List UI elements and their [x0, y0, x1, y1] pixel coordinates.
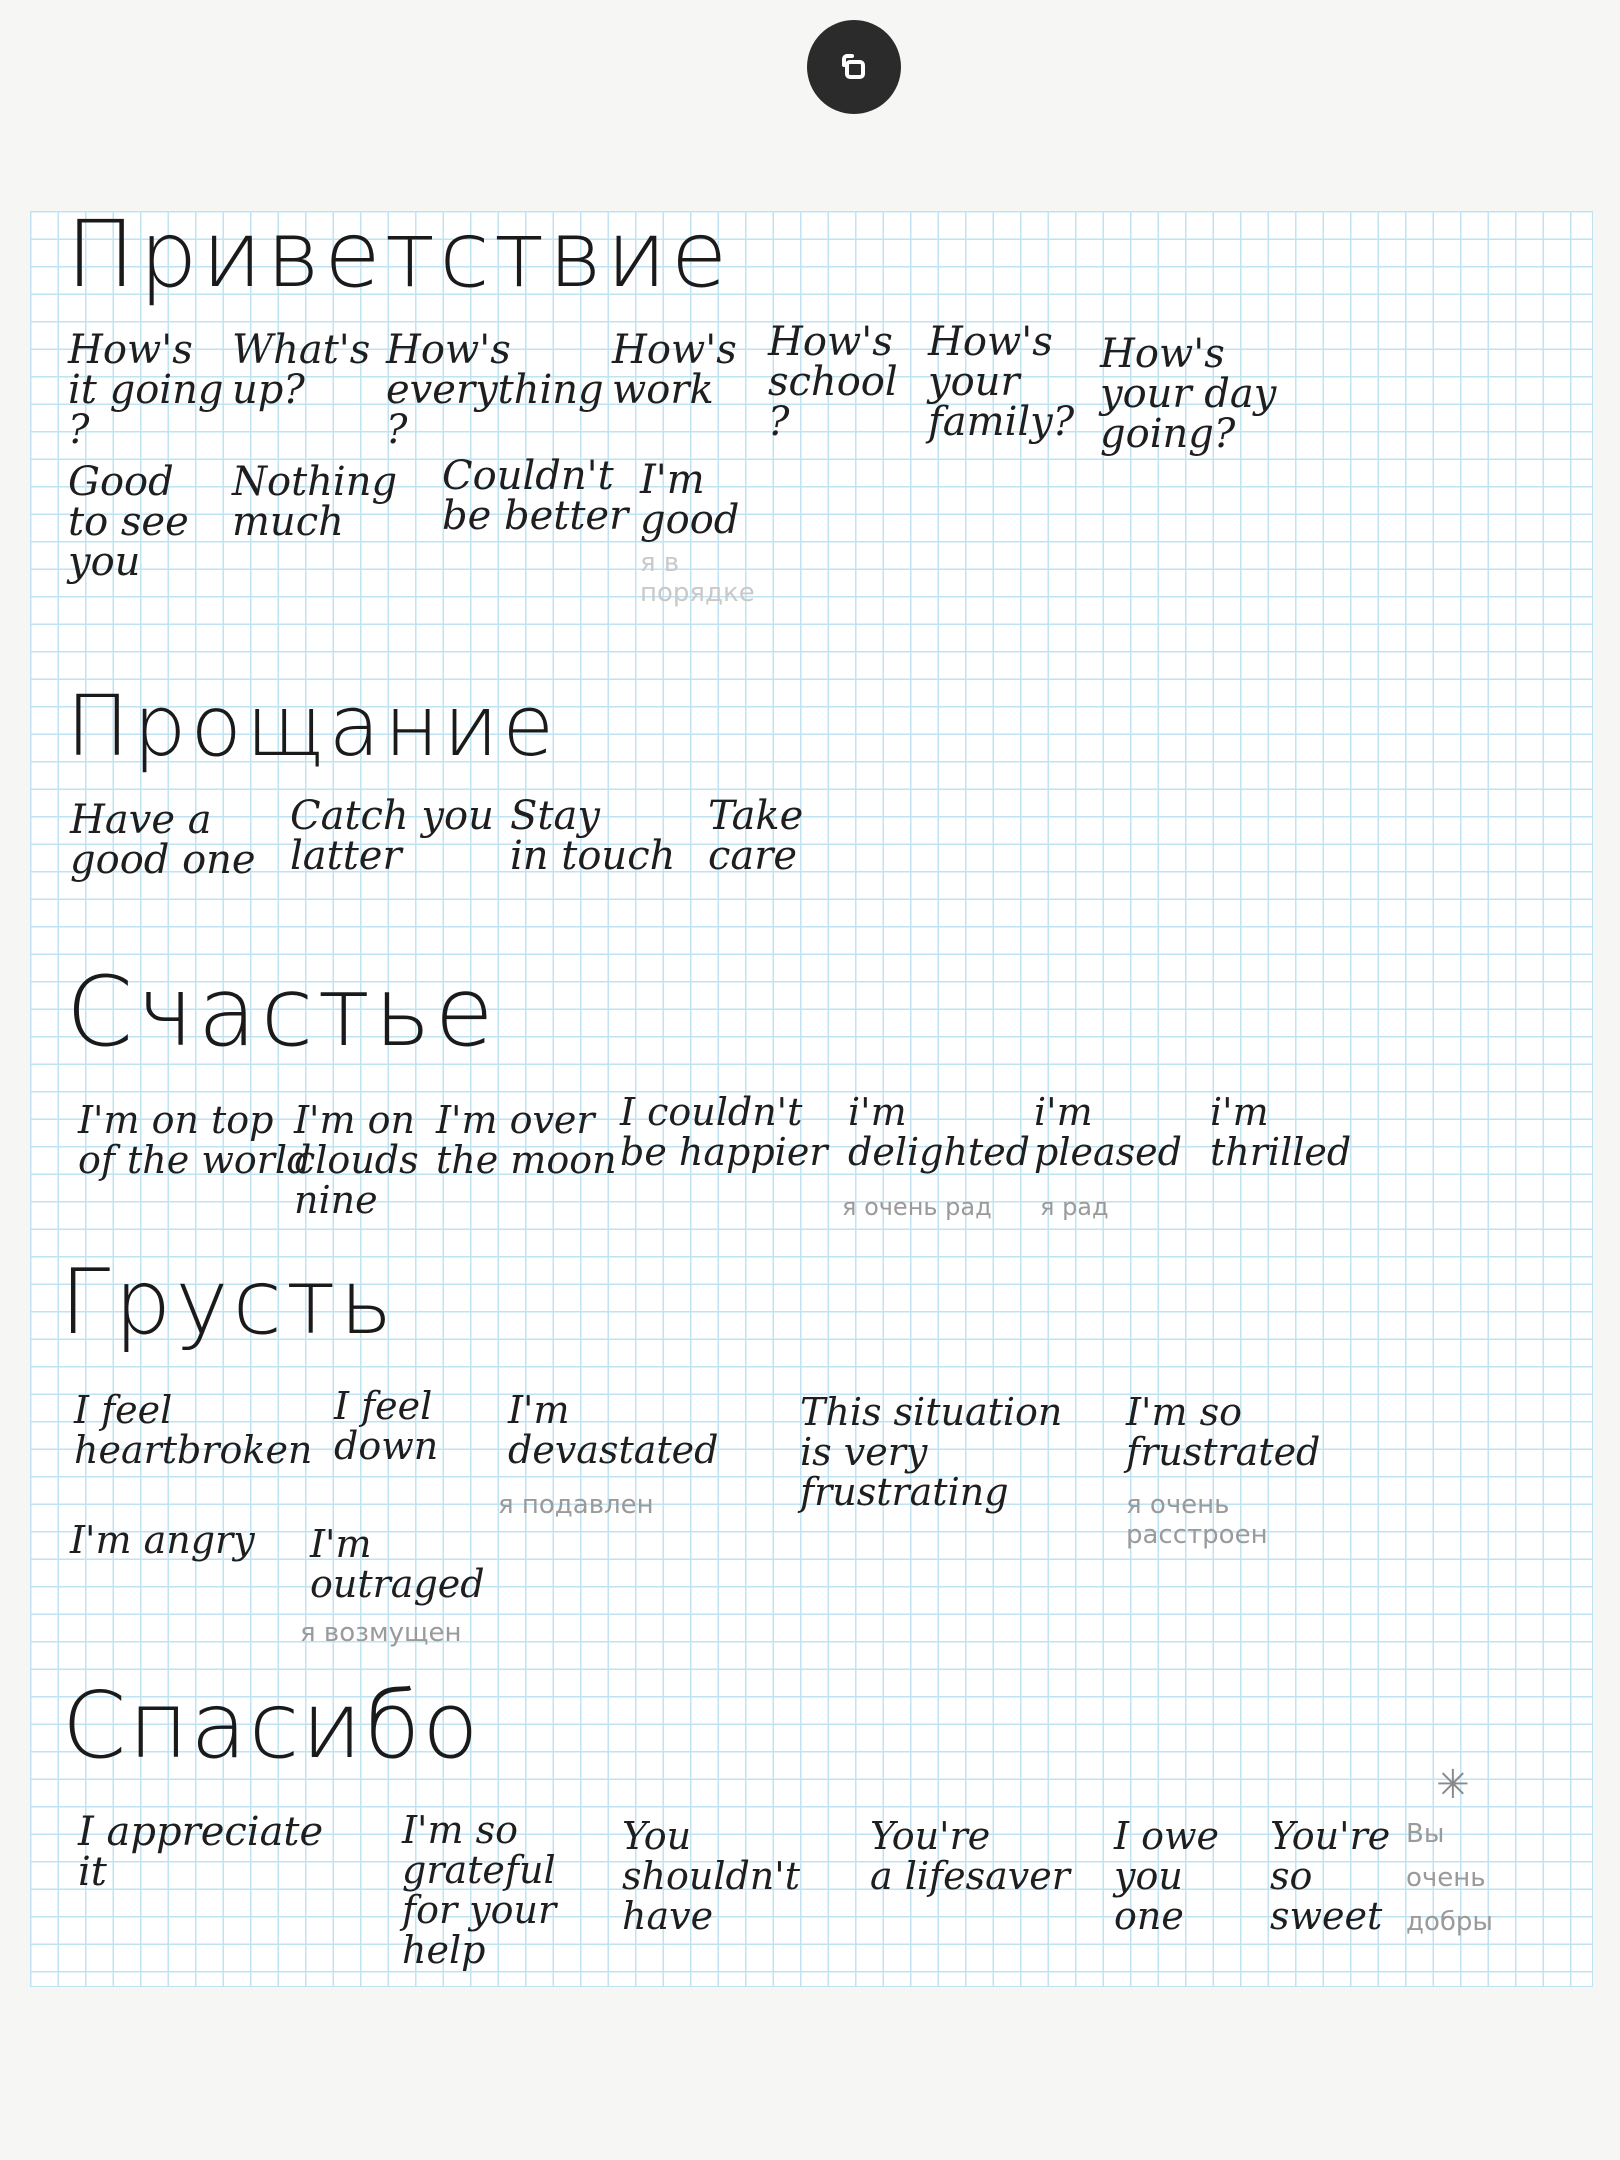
phrase-you-shouldnt-have: You shouldn't have	[622, 1814, 800, 1938]
phrase-im-delighted: i'm delighted	[848, 1090, 1031, 1174]
phrase-hows-work: How's work	[612, 327, 737, 413]
phrase-youre-a-lifesaver: You're a lifesaver	[870, 1814, 1070, 1898]
heading-greeting: Приветствие	[66, 201, 732, 308]
phrase-nothing-much: Nothing much	[232, 459, 398, 545]
phrase-hows-it-going: How's it going ?	[68, 327, 224, 453]
heading-sadness: Грусть	[60, 1250, 397, 1355]
phrase-youre-so-sweet: You're so sweet	[1270, 1814, 1391, 1938]
phrase-good-to-see-you: Good to see you	[68, 459, 189, 585]
translation-note-ochen-rasstroen: я очень расстроен	[1126, 1490, 1268, 1550]
translation-note-podavlen: я подавлен	[498, 1490, 654, 1520]
phrase-im-pleased: i'm pleased	[1034, 1090, 1182, 1174]
phrase-im-good: I'm good	[640, 457, 740, 543]
phrase-couldnt-be-better: Couldn't be better	[442, 453, 629, 539]
phrase-im-devastated: I'm devastated	[508, 1388, 719, 1472]
phrase-catch-you-latter: Catch you latter	[290, 793, 494, 879]
phrase-have-a-good-one: Have a good one	[70, 797, 256, 883]
exit-fullscreen-icon	[832, 45, 876, 89]
phrase-im-outraged: I'm outraged	[310, 1522, 485, 1606]
heading-happiness: Счастье	[66, 956, 498, 1068]
phrase-take-care: Take care	[708, 793, 804, 879]
heading-thanks: Спасибо	[62, 1672, 481, 1779]
asterisk-mark: ✳	[1436, 1762, 1470, 1808]
translation-note-rad: я рад	[1040, 1193, 1109, 1221]
phrase-i-feel-heartbroken: I feel heartbroken	[74, 1388, 313, 1472]
phrase-i-feel-down: I feel down	[334, 1384, 439, 1468]
phrase-im-over-the-moon: I'm over the moon	[436, 1098, 617, 1182]
translation-note-ochen-rad: я очень рад	[842, 1193, 992, 1221]
phrase-im-on-clouds-nine: I'm on clouds nine	[294, 1098, 419, 1222]
translation-note-vozmushchen: я возмущен	[300, 1618, 462, 1648]
phrase-im-so-grateful-for-your-help: I'm so grateful for your help	[402, 1808, 557, 1972]
phrase-hows-your-day-going: How's your day going?	[1100, 331, 1277, 457]
phrase-i-couldnt-be-happier: I couldn't be happier	[620, 1090, 828, 1174]
phrase-hows-everything: How's everything ?	[386, 327, 604, 453]
phrase-i-owe-you-one: I owe you one	[1114, 1814, 1219, 1938]
phrase-hows-your-family: How's your family?	[928, 319, 1075, 445]
phrase-this-situation-is-very-frustrating: This situation is very frustrating	[800, 1390, 1063, 1514]
phrase-hows-school: How's school ?	[768, 319, 898, 445]
phrase-whats-up: What's up?	[232, 327, 371, 413]
phrase-i-appreciate-it: I appreciate it	[78, 1809, 324, 1895]
exit-fullscreen-button[interactable]	[807, 20, 901, 114]
phrase-im-so-frustrated: I'm so frustrated	[1126, 1390, 1321, 1474]
phrase-im-thrilled: i'm thrilled	[1210, 1090, 1352, 1174]
heading-farewell: Прощание	[66, 677, 559, 775]
translation-note-v-poryadke: я в порядке	[640, 548, 755, 608]
phrase-stay-in-touch: Stay in touch	[510, 793, 676, 879]
phrase-im-on-top-of-the-world: I'm on top of the world	[78, 1098, 312, 1182]
phrase-im-angry: I'm angry	[70, 1518, 255, 1562]
translation-note-vy-ochen-dobry: Вы очень добры	[1406, 1819, 1493, 1937]
